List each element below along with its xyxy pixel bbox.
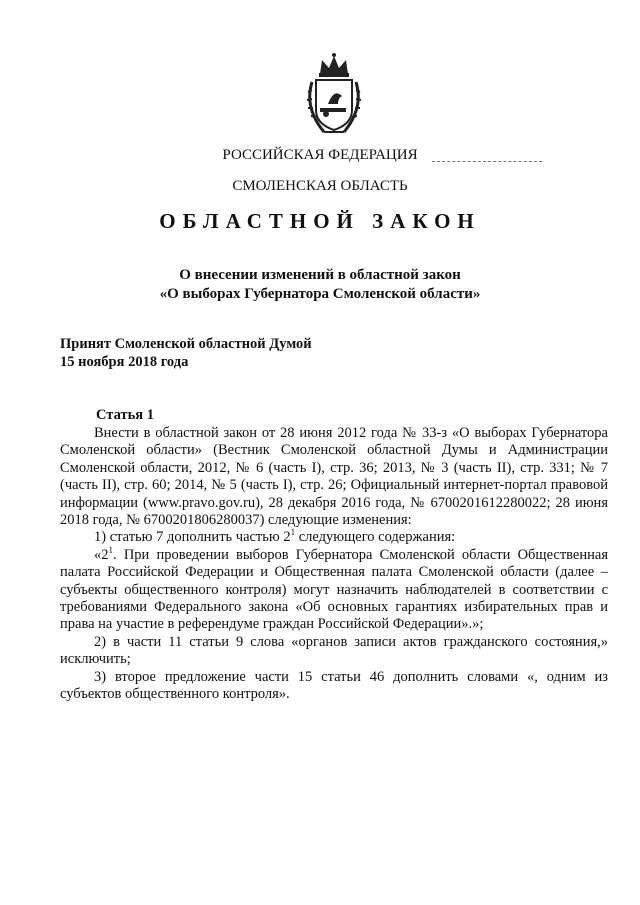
adoption-info (60, 335, 312, 371)
underline-rule (432, 161, 542, 162)
article-heading: Статья 1 (96, 407, 154, 423)
region-heading: СМОЛЕНСКАЯ ОБЛАСТЬ (232, 178, 408, 194)
document-title: ОБЛАСТНОЙ ЗАКОН (159, 209, 481, 233)
article-intro: Внести в областной закон от 28 июня 2012 года № 33-з «О выборах Губернатора Смоленской области» (Вестник Смоленской областной Думы и Администрации Смоленской области, 2012, № 6 (часть I), стр. 36; 2013, № 3 (часть II), стр. 331; № 7 (часть II), стр. 60; 2014, № 5 (часть I), стр. 26; Официальный интернет-портал правовой информации (www.pravo.gov.ru), 28 декабря 2016 года, № 6700201612280022; 28 июня 2018 года, № 6700201806280037) следующие изменения: (60, 425, 608, 529)
adoption-date: 15 ноября 2018 года (60, 354, 189, 370)
law-subject-line1: О внесении изменений в областной закон (179, 267, 461, 283)
adoption-body: Принят Смоленской областной Думой (60, 336, 312, 352)
item-1: 1) статью 7 дополнить частью $2^1$ следующего содержания: (94, 527, 456, 546)
item-1-quote: «$2^1$. При проведении выборов Губернатора Смоленской области Общественная палата Российской Федерации и Общественная палата Смоленской области (далее – субъекты общественного контроля) могут назначить наблюдателей в соответствии с требованиями Федерального закона «Об основных гарантиях избирательных прав и права на участие в референдуме граждан Российской Федерации».»; (60, 545, 608, 633)
item-3: 3) второе предложение части 15 статьи 46 дополнить словами «, одним из субъектов общественного контроля». (60, 668, 608, 703)
article-body (60, 425, 608, 704)
coat-of-arms-icon (298, 52, 370, 138)
item-2: 2) в части 11 статьи 9 слова «органов записи актов гражданского состояния,» исключить; (60, 633, 608, 668)
law-subject (0, 266, 640, 304)
law-subject-line2: «О выборах Губернатора Смоленской области» (159, 286, 481, 302)
federation-heading: РОССИЙСКАЯ ФЕДЕРАЦИЯ (222, 147, 418, 163)
